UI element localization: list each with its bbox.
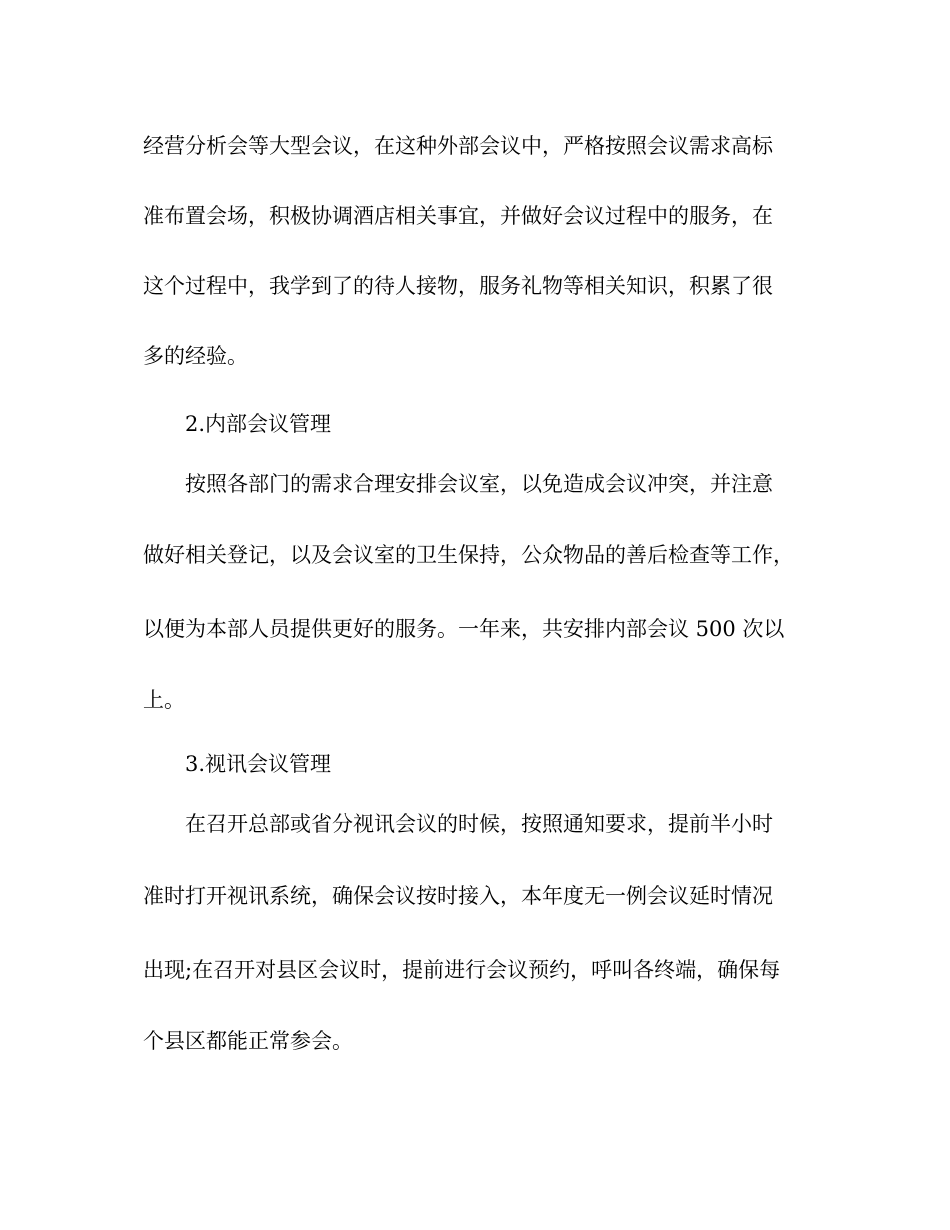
section-heading-video-meetings: 3.视讯会议管理 (185, 752, 332, 776)
paragraph-3-line-2: 准时打开视讯系统，确保会议按时接入，本年度无一例会议延时情况 (143, 884, 773, 908)
section-heading-internal-meetings: 2.内部会议管理 (185, 412, 332, 436)
paragraph-1-line-4: 多的经验。 (143, 344, 248, 368)
paragraph-1-line-1: 经营分析会等大型会议，在这种外部会议中，严格按照会议需求高标 (143, 134, 773, 158)
paragraph-3-line-1: 在召开总部或省分视讯会议的时候，按照通知要求，提前半小时 (185, 812, 773, 836)
paragraph-1-line-2: 准布置会场，积极协调酒店相关事宜，并做好会议过程中的服务，在 (143, 204, 773, 228)
paragraph-2-line-4: 上。 (143, 688, 185, 712)
paragraph-1-line-3: 这个过程中，我学到了的待人接物，服务礼物等相关知识，积累了很 (143, 274, 773, 298)
paragraph-3-line-3: 出现;在召开对县区会议时，提前进行会议预约，呼叫各终端，确保每 (143, 958, 781, 982)
paragraph-3-line-4: 个县区都能正常参会。 (143, 1029, 353, 1053)
paragraph-2-line-1: 按照各部门的需求合理安排会议室，以免造成会议冲突，并注意 (185, 472, 773, 496)
paragraph-2-line-3: 以便为本部人员提供更好的服务。一年来，共安排内部会议 500 次以 (143, 617, 785, 641)
paragraph-2-line-2: 做好相关登记，以及会议室的卫生保持，公众物品的善后检查等工作， (143, 543, 794, 567)
